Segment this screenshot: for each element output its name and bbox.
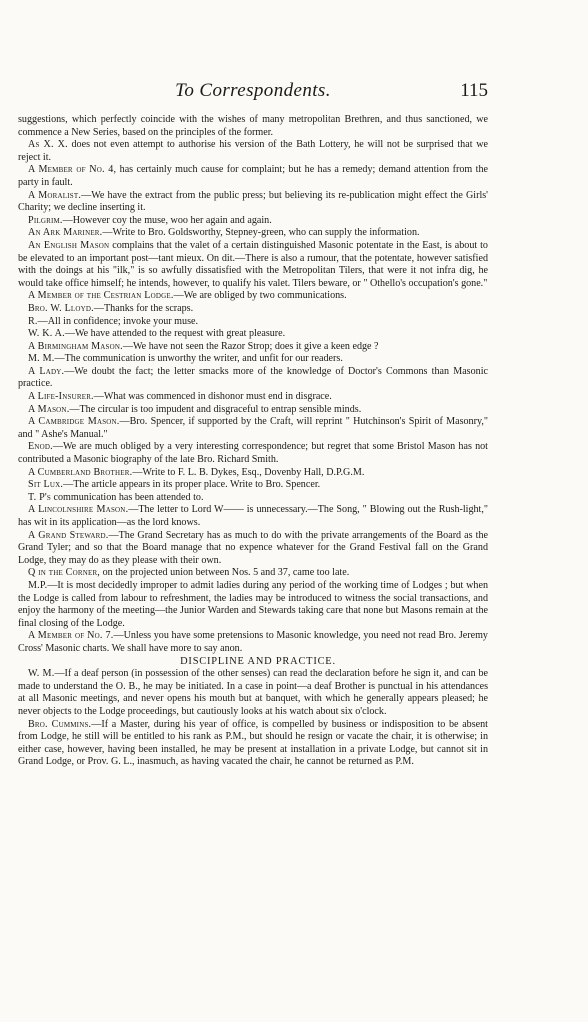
paragraph: A Cumberland Brother.—Write to F. L. B. Dykes, Esq., Dovenby Hall, D.P.G.M. xyxy=(28,466,365,478)
correspondent-name: Bro. W. Lloyd. xyxy=(28,302,94,314)
paragraph: M.P.—It is most decidedly improper to admit ladies during any period of the working time of Lodges ; but when the Lodge is called from labour to refreshment, the ladies may be introduced to witness the social transactions, and enjoy the harmony of the meeting—the Junior Warden and Stewards taking care that none but Masons remain at the final closing of the Lodge. xyxy=(18,579,488,629)
paragraph: A Grand Steward.—The Grand Secretary has as much to do with the private arrangements of the Board as the Grand Tyler; and so that the Board manage that no expence whatever for the Grand Festival fall on the Grand Lodge, they may do as they please with their own. xyxy=(18,529,489,566)
correspondent-name: Bro. Cummins. xyxy=(28,718,92,730)
paragraph: T. P's communication has been attended to. xyxy=(28,491,204,503)
paragraph: W. K. A.—We have attended to the request with great pleasure. xyxy=(28,328,286,340)
correspondent-name: Pilgrim. xyxy=(28,214,63,226)
paragraph: A Member of the Cestrian Lodge.—We are obliged by two communications. xyxy=(28,290,347,302)
correspondent-name: R. xyxy=(28,315,38,327)
paragraph: A Life-Insurer.—What was commenced in dishonor must end in disgrace. xyxy=(28,391,332,403)
page-header xyxy=(18,80,488,102)
correspondent-name: T. P's xyxy=(28,491,51,503)
paragraph: An English Mason complains that the valet of a certain distinguished Masonic potentate in the East, is about to be elevated to an important post—tant mieux. On dit.—There is also a rumour, that the potentate, however satisfied with the doings at his "ilk," is so awfully dissatisfied with the Metropolitan Tilers, that were it not infra dig, he would take office himself; he intends, however, to qualify his valet. Tilers beware, or " Othello's occupation's gone." xyxy=(18,239,488,289)
correspondent-name: A Lady. xyxy=(28,365,65,377)
correspondent-name: Enod. xyxy=(28,441,53,453)
correspondent-name: A Birmingham Mason. xyxy=(28,340,123,352)
paragraph: M. M.—The communication is unworthy the writer, and unfit for our readers. xyxy=(28,353,343,365)
correspondent-name: A Lincolnshire Mason. xyxy=(28,504,129,516)
correspondent-name: A Mason. xyxy=(28,403,70,415)
paragraph: A Lady.—We doubt the fact; the letter smacks more of the knowledge of Doctor's Commons than Masonic practice. xyxy=(18,365,488,390)
paragraph: A Moralist.—We have the extract from the public press; but believing its re-publication might effect the Girls' Charity; we decline inserting it. xyxy=(18,189,488,214)
body-text xyxy=(18,114,488,769)
paragraph: Sit Lux.—The article appears in its proper place. Write to Bro. Spencer. xyxy=(28,479,321,491)
correspondent-name: W. K. A. xyxy=(28,328,65,340)
correspondent-name: M.P. xyxy=(28,579,48,591)
correspondent-name: A Life-Insurer. xyxy=(28,391,94,403)
paragraph: W. M.—If a deaf person (in possession of the other senses) can read the declaration before he sign it, and can be made to understand the O. B., he may be initiated. In a case in point—a deaf Brother is punctual in his attendances at all Masonic meetings, and never opens his mouth but at banquet, with which he generally appears pleased; he never objects to the Lodge proceedings, but cautiously looks at his watch about six o'clock. xyxy=(18,668,489,717)
paragraph: Bro. Cummins.—If a Master, during his year of office, is compelled by business or indisposition to be absent from Lodge, he still will be entitled to his rank as P.M., but should he resign or vacate the chair, it is otherwise; in either case, however, having been installed, he may be present at installation in a private Lodge, but cannot sit in Grand Lodge, or Prov. G. L., inasmuch, as having vacated the chair, he cannot be returned as P.M. xyxy=(18,718,488,768)
correspondent-name: An Ark Mariner. xyxy=(28,227,103,239)
correspondent-name: A Cumberland Brother. xyxy=(28,466,133,478)
paragraph: Enod.—We are much obliged by a very interesting correspondence; but regret that some Bristol Mason has not contributed a Masonic biography of the late Bro. Richard Smith. xyxy=(18,441,488,466)
paragraph: A Cambridge Mason.—Bro. Spencer, if supported by the Craft, will reprint " Hutchinson's Spirit of Masonry," and " Ashe's Manual." xyxy=(18,416,488,440)
correspondent-name: W. M. xyxy=(28,668,55,680)
paragraph: A Member of No. 4, has certainly much cause for complaint; but he has a remedy; demand attention from the party in fault. xyxy=(18,164,488,188)
paragraph: Q in the Corner, on the projected union between Nos. 5 and 37, came too late. xyxy=(28,567,350,579)
correspondent-name: M. M. xyxy=(28,353,55,365)
paragraph: suggestions, which perfectly coincide with the wishes of many metropolitan Brethren, and thus sanctioned, we commence a New Series, based on the principles of the former. xyxy=(18,114,488,138)
paragraph: A Mason.—The circular is too impudent and disgraceful to entrap sensible minds. xyxy=(28,403,362,415)
paragraph: An Ark Mariner.—Write to Bro. Goldsworthy, Stepney-green, who can supply the information. xyxy=(28,227,420,239)
paragraph: A Lincolnshire Mason.—The letter to Lord W—— is unnecessary.—The Song, " Blowing out the Rush-light," has wit in its application—as the lord knows. xyxy=(18,504,488,528)
correspondent-name: As X. X. xyxy=(28,139,68,151)
correspondent-name: Q in the Corner, xyxy=(28,567,101,579)
running-head: To Correspondents. xyxy=(175,80,331,101)
correspondent-name: A Member of the Cestrian Lodge. xyxy=(28,290,174,302)
correspondent-name: A Cambridge Mason. xyxy=(28,416,120,428)
page-number: 115 xyxy=(460,80,488,101)
paragraph: Pilgrim.—However coy the muse, woo her again and again. xyxy=(28,214,272,226)
correspondent-name: A Grand Steward. xyxy=(28,529,109,541)
paragraph: A Member of No. 7.—Unless you have some pretensions to Masonic knowledge, you need not read Bro. Jeremy Cross' Masonic charts. We shall have more to say anon. xyxy=(18,630,488,654)
correspondent-name: Sit Lux. xyxy=(28,479,64,491)
paragraph: R.—All in confidence; invoke your muse. xyxy=(28,315,198,327)
correspondent-name: An English Mason xyxy=(28,239,110,251)
paragraph: A Birmingham Mason.—We have not seen the Razor Strop; does it give a keen edge ? xyxy=(28,340,379,352)
correspondent-name: A Member of No. 7. xyxy=(28,630,114,642)
correspondent-name: A Member of No. 4, xyxy=(28,164,117,176)
paragraph: As X. X. does not even attempt to authorise his version of the Bath Lottery, he will not be surprised that we reject it. xyxy=(18,139,488,163)
section-heading: DISCIPLINE AND PRACTICE. xyxy=(180,655,336,667)
paragraph: Bro. W. Lloyd.—Thanks for the scraps. xyxy=(28,302,194,314)
correspondent-name: A Moralist. xyxy=(28,189,82,201)
